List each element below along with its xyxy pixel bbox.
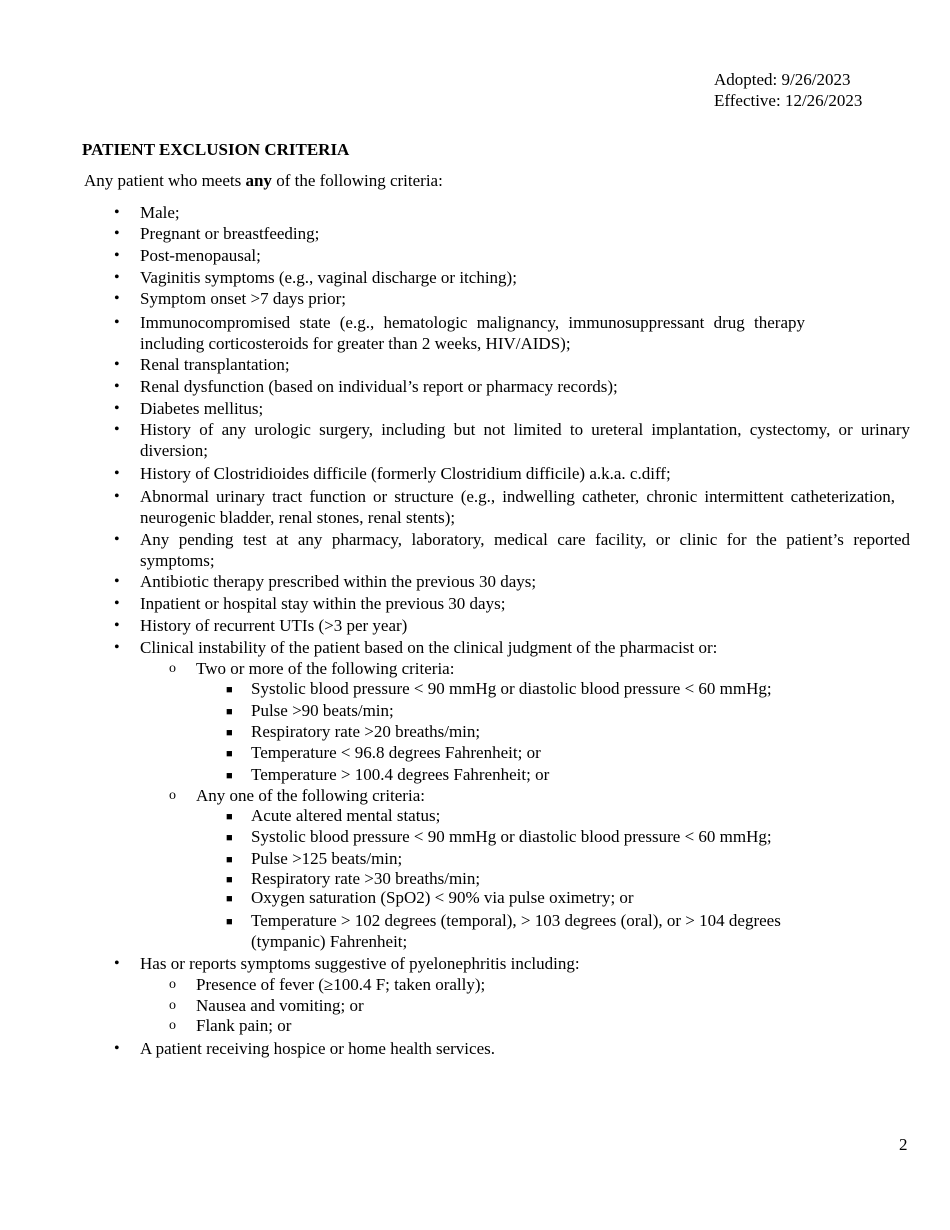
list-item bbox=[114, 288, 910, 309]
square-marker: ■ bbox=[226, 893, 233, 905]
sub-list-label: Two or more of the following criteria: bbox=[196, 659, 455, 678]
sub-list-label: Any one of the following criteria: bbox=[196, 786, 425, 805]
list-item bbox=[114, 354, 910, 375]
list-item-text: Male; bbox=[140, 203, 180, 222]
bullet-marker: • bbox=[114, 204, 120, 221]
square-marker: ■ bbox=[226, 684, 233, 696]
circle-marker: o bbox=[169, 998, 176, 1013]
list-item-text: Immunocompromised state (e.g., hematologic malignancy, immunosuppressant drug therapy including corticosteroids for greater than 2 weeks, HIV/AIDS); bbox=[140, 313, 805, 353]
intro-text bbox=[84, 171, 443, 191]
list-item bbox=[114, 529, 910, 571]
list-item bbox=[114, 1038, 910, 1059]
effective-date: Effective: 12/26/2023 bbox=[714, 91, 863, 110]
list-item-text: Symptom onset >7 days prior; bbox=[140, 289, 347, 308]
list-item bbox=[114, 593, 910, 614]
bullet-marker: • bbox=[114, 314, 120, 331]
bullet-marker: • bbox=[114, 488, 120, 505]
criterion-text: Systolic blood pressure < 90 mmHg or diastolic blood pressure < 60 mmHg; bbox=[251, 679, 772, 698]
sub-list-item bbox=[169, 658, 896, 679]
list-item-text: History of any urologic surgery, including but not limited to ureteral implantation, cystectomy, or urinary diversion; bbox=[140, 420, 910, 460]
square-marker: ■ bbox=[226, 811, 233, 823]
square-marker: ■ bbox=[226, 770, 233, 782]
list-item bbox=[114, 223, 910, 244]
list-item bbox=[114, 245, 910, 266]
criterion-text: Respiratory rate >30 breaths/min; bbox=[251, 869, 481, 888]
list-item-text: Renal dysfunction (based on individual’s report or pharmacy records); bbox=[140, 377, 618, 396]
bullet-marker: • bbox=[114, 421, 120, 438]
bullet-marker: • bbox=[114, 400, 120, 417]
list-item bbox=[114, 419, 910, 461]
sub-list-text: Presence of fever (≥100.4 F; taken orally); bbox=[196, 975, 486, 994]
bullet-marker: • bbox=[114, 595, 120, 612]
bullet-marker: • bbox=[114, 465, 120, 482]
list-item-text: History of Clostridioides difficile (formerly Clostridium difficile) a.k.a. c.diff; bbox=[140, 464, 671, 483]
intro-emphasis: any bbox=[245, 171, 272, 190]
circle-marker: o bbox=[169, 977, 176, 992]
list-item-text: Any pending test at any pharmacy, laboratory, medical care facility, or clinic for the patient’s reported symptoms; bbox=[140, 530, 910, 570]
list-item-text: Abnormal urinary tract function or structure (e.g., indwelling catheter, chronic intermittent catheterization, neurogenic bladder, renal stones, renal stents); bbox=[140, 487, 895, 527]
sub-list-text: Nausea and vomiting; or bbox=[196, 996, 364, 1015]
square-marker: ■ bbox=[226, 874, 233, 886]
page-title: PATIENT EXCLUSION CRITERIA bbox=[82, 140, 350, 159]
criterion-text: Systolic blood pressure < 90 mmHg or diastolic blood pressure < 60 mmHg; bbox=[251, 827, 772, 846]
list-item bbox=[114, 398, 910, 419]
criterion-text: Temperature < 96.8 degrees Fahrenheit; or bbox=[251, 743, 541, 762]
sub-sub-list-item bbox=[226, 826, 851, 847]
list-item-text: Pregnant or breastfeeding; bbox=[140, 224, 320, 243]
bullet-marker: • bbox=[114, 531, 120, 548]
sub-sub-list-item bbox=[226, 678, 851, 699]
list-item-text: Renal transplantation; bbox=[140, 355, 290, 374]
sub-list-item bbox=[169, 974, 896, 995]
sub-sub-list-item bbox=[226, 910, 841, 952]
page-number: 2 bbox=[899, 1135, 908, 1154]
sub-sub-list-item bbox=[226, 700, 851, 721]
list-item-text: Antibiotic therapy prescribed within the previous 30 days; bbox=[140, 572, 537, 591]
bullet-marker: • bbox=[114, 617, 120, 634]
sub-sub-list-item bbox=[226, 848, 851, 869]
bullet-marker: • bbox=[114, 378, 120, 395]
sub-sub-list-item bbox=[226, 868, 851, 889]
list-item-text: Clinical instability of the patient based on the clinical judgment of the pharmacist or: bbox=[140, 638, 718, 657]
sub-sub-list-item bbox=[226, 887, 851, 908]
criterion-text: Pulse >125 beats/min; bbox=[251, 849, 403, 868]
circle-marker: o bbox=[169, 1018, 176, 1033]
criterion-text: Oxygen saturation (SpO2) < 90% via pulse oximetry; or bbox=[251, 888, 634, 907]
bullet-marker: • bbox=[114, 269, 120, 286]
list-item bbox=[114, 202, 910, 223]
list-item-text: Post-menopausal; bbox=[140, 246, 261, 265]
square-marker: ■ bbox=[226, 832, 233, 844]
bullet-marker: • bbox=[114, 1040, 120, 1057]
list-item bbox=[114, 571, 910, 592]
criterion-text: Acute altered mental status; bbox=[251, 806, 441, 825]
square-marker: ■ bbox=[226, 706, 233, 718]
square-marker: ■ bbox=[226, 916, 233, 928]
sub-sub-list-item bbox=[226, 742, 851, 763]
sub-sub-list-item bbox=[226, 721, 851, 742]
bullet-marker: • bbox=[114, 573, 120, 590]
list-item bbox=[114, 615, 910, 636]
list-item bbox=[114, 637, 910, 658]
list-item-text: A patient receiving hospice or home health services. bbox=[140, 1039, 495, 1058]
sub-sub-list-item bbox=[226, 764, 851, 785]
bullet-marker: • bbox=[114, 247, 120, 264]
list-item-text: History of recurrent UTIs (>3 per year) bbox=[140, 616, 408, 635]
sub-list-item bbox=[169, 995, 896, 1016]
bullet-marker: • bbox=[114, 639, 120, 656]
square-marker: ■ bbox=[226, 727, 233, 739]
sub-list-text: Flank pain; or bbox=[196, 1016, 292, 1035]
criterion-text: Temperature > 100.4 degrees Fahrenheit; or bbox=[251, 765, 550, 784]
list-item bbox=[114, 953, 910, 974]
circle-marker: o bbox=[169, 788, 176, 803]
sub-sub-list-item bbox=[226, 805, 851, 826]
list-item-text: Vaginitis symptoms (e.g., vaginal discharge or itching); bbox=[140, 268, 517, 287]
criterion-text: Pulse >90 beats/min; bbox=[251, 701, 394, 720]
square-marker: ■ bbox=[226, 748, 233, 760]
header-dates bbox=[714, 69, 862, 111]
bullet-marker: • bbox=[114, 225, 120, 242]
criterion-text: Respiratory rate >20 breaths/min; bbox=[251, 722, 481, 741]
list-item bbox=[114, 376, 910, 397]
square-marker: ■ bbox=[226, 854, 233, 866]
list-item-text: Inpatient or hospital stay within the previous 30 days; bbox=[140, 594, 506, 613]
list-item bbox=[114, 267, 910, 288]
list-item-text: Has or reports symptoms suggestive of pyelonephritis including: bbox=[140, 954, 580, 973]
sub-list-item bbox=[169, 785, 896, 806]
list-item-text: Diabetes mellitus; bbox=[140, 399, 264, 418]
circle-marker: o bbox=[169, 661, 176, 676]
list-item bbox=[114, 463, 910, 484]
list-item bbox=[114, 486, 895, 528]
bullet-marker: • bbox=[114, 955, 120, 972]
bullet-marker: • bbox=[114, 356, 120, 373]
intro-before: Any patient who meets bbox=[84, 171, 246, 190]
criterion-text: Temperature > 102 degrees (temporal), > 103 degrees (oral), or > 104 degrees (tympanic) Fahrenheit; bbox=[251, 911, 781, 951]
bullet-marker: • bbox=[114, 290, 120, 307]
adopted-date: Adopted: 9/26/2023 bbox=[714, 70, 851, 89]
sub-list-item bbox=[169, 1015, 896, 1036]
list-item bbox=[114, 312, 805, 354]
intro-after: of the following criteria: bbox=[271, 171, 443, 190]
